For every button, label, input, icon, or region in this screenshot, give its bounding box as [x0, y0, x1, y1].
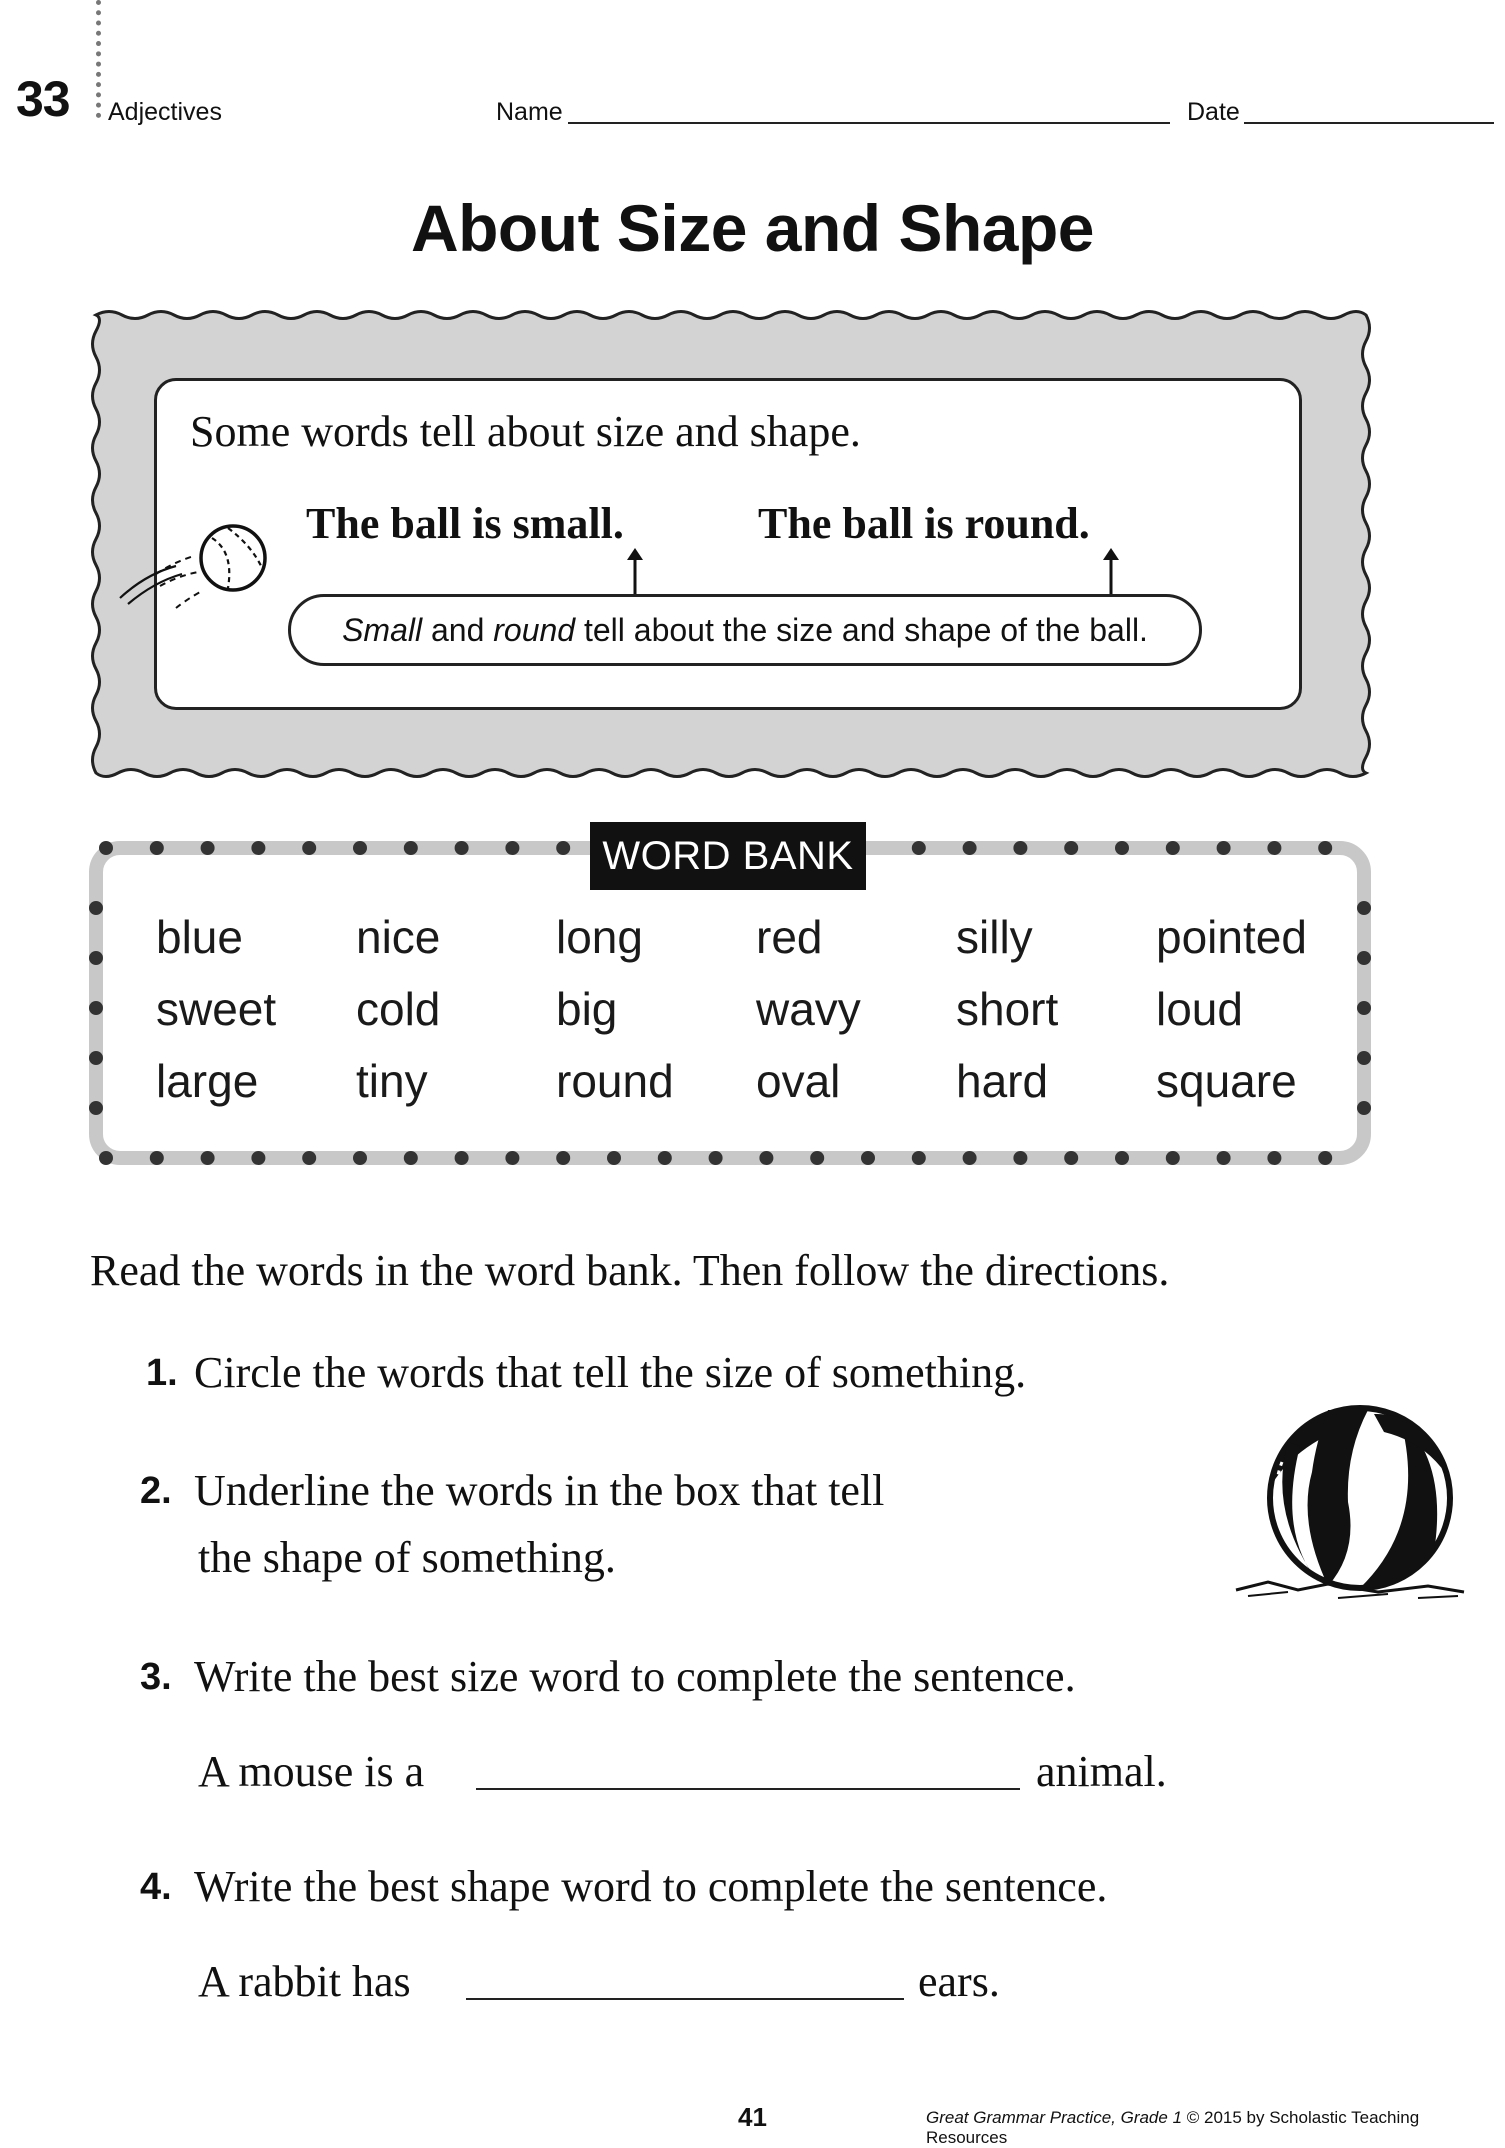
- example-sentence-round: The ball is round.: [758, 499, 1090, 548]
- date-label: Date: [1187, 98, 1240, 126]
- arrow-up-icon: [1096, 548, 1126, 596]
- border-dot: [302, 841, 316, 855]
- topic-label: Adjectives: [108, 98, 222, 126]
- word-bank-word[interactable]: tiny: [356, 1055, 428, 1107]
- word-bank-word[interactable]: large: [156, 1055, 259, 1107]
- word-bank-word[interactable]: silly: [956, 911, 1033, 963]
- note-rest: tell about the size and shape of the ball.: [575, 612, 1148, 648]
- word-bank-word[interactable]: red: [756, 911, 823, 963]
- border-dot: [1318, 1151, 1332, 1165]
- question-text: Circle the words that tell the size of something.: [194, 1348, 1027, 1397]
- border-dot: [810, 1151, 824, 1165]
- border-dot: [455, 841, 469, 855]
- border-dot: [150, 1151, 164, 1165]
- border-dot: [1217, 841, 1231, 855]
- border-dot: [89, 1001, 103, 1015]
- lesson-number: 33: [16, 71, 70, 127]
- word-bank-word[interactable]: short: [956, 983, 1059, 1035]
- footer-citation: [926, 2108, 1505, 2148]
- border-dot: [759, 1151, 773, 1165]
- example-sentence-small: The ball is small.: [306, 499, 624, 548]
- word-bank-word[interactable]: blue: [156, 911, 243, 963]
- page-number: 41: [738, 2102, 767, 2132]
- question-text: Write the best size word to complete the sentence.: [194, 1652, 1076, 1701]
- border-dot: [1318, 841, 1332, 855]
- word-bank-word[interactable]: pointed: [1156, 911, 1307, 963]
- sentence-after: animal.: [1036, 1747, 1167, 1796]
- border-dot: [455, 1151, 469, 1165]
- question-text: Underline the words in the box that tell: [194, 1466, 885, 1515]
- question-number: 3.: [140, 1656, 172, 1698]
- border-dot: [404, 841, 418, 855]
- name-field[interactable]: [568, 122, 1170, 124]
- page-title: About Size and Shape: [410, 191, 1095, 265]
- border-dot: [505, 841, 519, 855]
- border-dot: [353, 841, 367, 855]
- border-dot: [99, 841, 113, 855]
- border-dot: [302, 1151, 316, 1165]
- border-dot: [1267, 841, 1281, 855]
- border-dot: [1357, 1001, 1371, 1015]
- border-dot: [861, 1151, 875, 1165]
- border-dot: [963, 1151, 977, 1165]
- border-dot: [99, 1151, 113, 1165]
- border-dot: [1064, 1151, 1078, 1165]
- border-dot: [1064, 841, 1078, 855]
- word-bank-word[interactable]: hard: [956, 1055, 1049, 1107]
- border-dot: [404, 1151, 418, 1165]
- word-bank-word[interactable]: loud: [1156, 983, 1243, 1035]
- date-field[interactable]: [1244, 122, 1494, 124]
- border-dot: [1013, 841, 1027, 855]
- border-dot: [251, 841, 265, 855]
- border-dot: [912, 1151, 926, 1165]
- border-dot: [89, 1101, 103, 1115]
- sentence-before: A rabbit has: [198, 1957, 411, 2006]
- sentence-after: ears.: [918, 1957, 1000, 2006]
- example-intro: Some words tell about size and shape.: [190, 407, 861, 456]
- answer-blank-shape[interactable]: [466, 1998, 904, 2000]
- question-number: 1.: [146, 1352, 178, 1394]
- question-number: 2.: [140, 1470, 172, 1512]
- word-bank-word[interactable]: square: [1156, 1055, 1297, 1107]
- question-text: Write the best shape word to complete the sentence.: [194, 1862, 1108, 1911]
- beach-ball-icon: [1228, 1402, 1468, 1602]
- directions: Read the words in the word bank. Then follow the directions.: [90, 1246, 1170, 1295]
- sentence-before: A mouse is a: [198, 1747, 425, 1796]
- word-bank-label: WORD BANK: [590, 822, 866, 890]
- note-word-small: Small: [342, 612, 423, 648]
- border-dot: [89, 951, 103, 965]
- border-dot: [505, 1151, 519, 1165]
- border-dot: [556, 841, 570, 855]
- dotted-divider: [96, 0, 101, 118]
- border-dot: [963, 841, 977, 855]
- border-dot: [353, 1151, 367, 1165]
- border-dot: [1115, 841, 1129, 855]
- border-dot: [658, 1151, 672, 1165]
- word-bank-word[interactable]: cold: [356, 983, 441, 1035]
- question-text-line2: the shape of something.: [198, 1533, 616, 1582]
- border-dot: [1166, 1151, 1180, 1165]
- word-bank-word[interactable]: big: [556, 983, 618, 1035]
- citation-title: Great Grammar Practice, Grade 1: [926, 2108, 1183, 2127]
- word-bank-word[interactable]: nice: [356, 911, 441, 963]
- note-and: and: [422, 612, 494, 648]
- border-dot: [89, 901, 103, 915]
- example-note: [288, 594, 1202, 666]
- word-bank-word[interactable]: oval: [756, 1055, 841, 1107]
- word-bank-word[interactable]: round: [556, 1055, 674, 1107]
- name-label: Name: [496, 98, 563, 126]
- word-bank-word[interactable]: wavy: [756, 983, 861, 1035]
- border-dot: [709, 1151, 723, 1165]
- note-word-round: round: [493, 612, 576, 648]
- border-dot: [1357, 1051, 1371, 1065]
- baseball-icon: [116, 516, 276, 616]
- border-dot: [251, 1151, 265, 1165]
- border-dot: [89, 1051, 103, 1065]
- word-bank-word[interactable]: long: [556, 911, 643, 963]
- arrow-up-icon: [620, 548, 650, 596]
- word-bank-word[interactable]: sweet: [156, 983, 277, 1035]
- border-dot: [1357, 1101, 1371, 1115]
- question-number: 4.: [140, 1866, 172, 1908]
- border-dot: [1013, 1151, 1027, 1165]
- border-dot: [1115, 1151, 1129, 1165]
- border-dot: [912, 841, 926, 855]
- citation-rest: © 2015 by Scholastic Teaching Resources: [926, 2108, 1420, 2147]
- border-dot: [1267, 1151, 1281, 1165]
- border-dot: [201, 841, 215, 855]
- border-dot: [556, 1151, 570, 1165]
- border-dot: [607, 1151, 621, 1165]
- border-dot: [1217, 1151, 1231, 1165]
- border-dot: [1166, 841, 1180, 855]
- border-dot: [201, 1151, 215, 1165]
- border-dot: [1357, 901, 1371, 915]
- border-dot: [1357, 951, 1371, 965]
- border-dot: [150, 841, 164, 855]
- answer-blank-size[interactable]: [476, 1788, 1020, 1790]
